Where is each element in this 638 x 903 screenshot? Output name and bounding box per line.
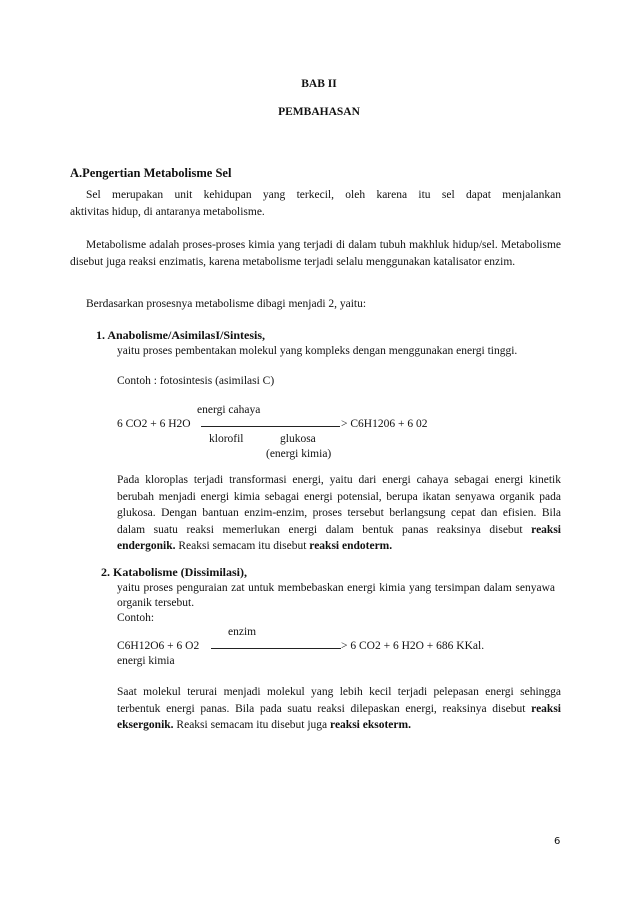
paragraph-1-line-1: Sel merupakan unit kehidupan yang terkecil, oleh karena itu sel dapat menjalankan	[86, 189, 561, 201]
anabolisme-explanation-text-b: Reaksi semacam itu disebut	[178, 540, 307, 552]
anabolisme-explanation	[117, 472, 561, 555]
katabolisme-description: yaitu proses penguraian zat untuk membebaskan energi kimia yang tersimpan dalam senyawa organik tersebut.	[117, 582, 555, 609]
glukosa-label: glukosa	[280, 433, 316, 445]
katabolisme-heading: 2. Katabolisme (Dissimilasi),	[101, 565, 247, 579]
term-reaksi-endergonik: reaksi endergonik.	[117, 523, 561, 552]
reaction-1-products: > C6H1206 + 6 02	[341, 418, 428, 430]
energi-kimia-label-2: energi kimia	[117, 655, 175, 667]
anabolisme-description: yaitu proses pembentakan molekul yang kompleks dengan menggunakan energi tinggi.	[117, 345, 518, 357]
anabolisme-example: Contoh : fotosintesis (asimilasi C)	[117, 375, 275, 387]
chapter-label: BAB II	[301, 78, 337, 90]
enzim-label: enzim	[228, 626, 257, 638]
reaction-2-reactants: C6H12O6 + 6 O2	[117, 640, 200, 652]
anabolisme-explanation-text-a: Pada kloroplas terjadi transformasi energi, yaitu dari energi cahaya sebagai energi kinetik berubah menjadi energi kimia sebagai energi potensial, berupa ikatan senyawa organik pada glukosa. Dengan bantuan enzim-enzim, proses tersebut berlangsung cepat dan efisien. Bila dalam suatu reaksi memerlukan energi dalam bentuk panas reaksinya disebut	[117, 474, 561, 536]
katabolisme-explanation-text-b: Reaksi semacam itu disebut juga	[176, 719, 328, 731]
paragraph-2: Metabolisme adalah proses-proses kimia yang terjadi di dalam tubuh makhluk hidup/sel. Metabolisme disebut juga reaksi enzimatis, karena metabolisme terjadi selalu menggunakan katalisator enzim.	[70, 239, 561, 268]
anabolisme-heading: 1. Anabolisme/AsimilasI/Sintesis,	[96, 328, 266, 342]
katabolisme-explanation	[117, 684, 561, 734]
term-reaksi-eksoterm: reaksi eksoterm.	[330, 719, 411, 731]
reaction-2-products: > 6 CO2 + 6 H2O + 686 KKal.	[341, 640, 485, 652]
section-heading: A.Pengertian Metabolisme Sel	[70, 166, 232, 180]
paragraph-1-line-2: aktivitas hidup, di antaranya metabolisme.	[70, 206, 265, 218]
energi-kimia-label: (energi kimia)	[266, 448, 332, 460]
term-reaksi-endoterm: reaksi endoterm.	[309, 540, 393, 552]
katabolisme-example: Contoh:	[117, 612, 155, 624]
reaction-1-arrow-line	[201, 426, 340, 427]
chapter-title: PEMBAHASAN	[278, 106, 360, 118]
paragraph-3: Berdasarkan prosesnya metabolisme dibagi menjadi 2, yaitu:	[86, 298, 367, 310]
energi-cahaya-label: energi cahaya	[197, 404, 261, 416]
page-number: 6	[554, 836, 561, 847]
klorofil-label: klorofil	[209, 433, 244, 445]
term-reaksi-eksergonik: reaksi eksergonik.	[117, 702, 561, 731]
reaction-2-arrow-line	[211, 648, 341, 649]
katabolisme-explanation-text-a: Saat molekul terurai menjadi molekul yang lebih kecil terjadi pelepasan energi sehingga terbentuk energi panas. Bila pada suatu reaksi dilepaskan energi, reaksinya disebut	[117, 686, 561, 715]
reaction-1-reactants: 6 CO2 + 6 H2O	[117, 418, 191, 430]
